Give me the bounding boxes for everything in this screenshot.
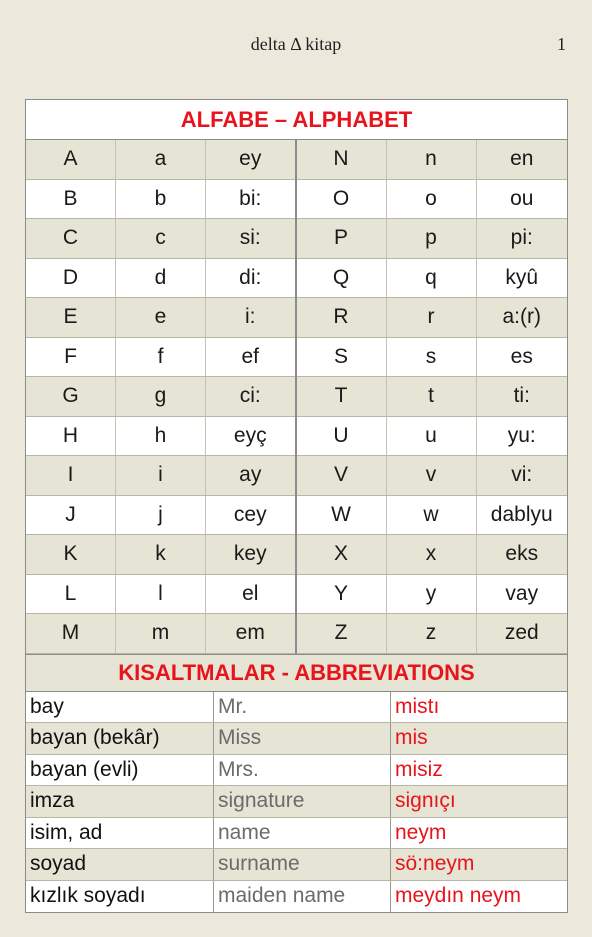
english-term: Mr.	[214, 692, 391, 723]
alphabet-row	[297, 219, 568, 259]
letter-pronunciation: di:	[239, 265, 262, 289]
alphabet-row	[26, 417, 295, 457]
abbreviation-row	[26, 755, 567, 787]
english-pronunciation: mis	[395, 726, 428, 750]
uppercase-letter: E	[26, 298, 116, 337]
lowercase-letter: p	[387, 219, 477, 258]
uppercase-letter: D	[26, 259, 116, 298]
alphabet-row	[297, 140, 568, 180]
abbreviation-row	[26, 692, 567, 724]
uppercase-letter: K	[26, 535, 116, 574]
english-term: signature	[214, 786, 391, 817]
lowercase-letter: u	[387, 417, 477, 456]
abbreviations-table	[26, 692, 567, 913]
uppercase-letter: N	[297, 140, 387, 179]
turkish-term: bay	[26, 692, 214, 723]
lowercase-letter: y	[387, 575, 477, 614]
alphabet-row	[26, 259, 295, 299]
alphabet-row	[26, 377, 295, 417]
letter-pronunciation: zed	[504, 621, 539, 645]
letter-pronunciation: vay	[505, 581, 539, 605]
alphabet-row	[297, 535, 568, 575]
lowercase-letter: l	[116, 575, 206, 614]
alphabet-row	[26, 298, 295, 338]
uppercase-letter: Y	[297, 575, 387, 614]
turkish-term: bayan (evli)	[26, 755, 214, 786]
abbreviation-row	[26, 786, 567, 818]
uppercase-letter: L	[26, 575, 116, 614]
letter-pronunciation: yu:	[507, 423, 536, 447]
letter-pronunciation: i:	[245, 305, 256, 329]
english-pronunciation: meydın neym	[395, 884, 522, 908]
uppercase-letter: U	[297, 417, 387, 456]
english-term: Mrs.	[214, 755, 391, 786]
letter-pronunciation: el	[242, 581, 259, 605]
letter-pronunciation: eyç	[233, 423, 267, 447]
letter-pronunciation: ci:	[239, 384, 261, 408]
alphabet-row	[297, 377, 568, 417]
english-term: maiden name	[214, 881, 391, 913]
lowercase-letter: o	[387, 180, 477, 219]
alphabet-row	[297, 417, 568, 457]
lowercase-letter: m	[116, 614, 206, 653]
letter-pronunciation: key	[233, 542, 267, 566]
alphabet-row	[26, 140, 295, 180]
uppercase-letter: O	[297, 180, 387, 219]
alphabet-row	[26, 338, 295, 378]
letter-pronunciation: ay	[239, 463, 262, 487]
uppercase-letter: C	[26, 219, 116, 258]
alphabet-row	[26, 180, 295, 220]
lowercase-letter: t	[387, 377, 477, 416]
uppercase-letter: Z	[297, 614, 387, 653]
lowercase-letter: e	[116, 298, 206, 337]
abbreviation-row	[26, 723, 567, 755]
lowercase-letter: j	[116, 496, 206, 535]
turkish-term: kızlık soyadı	[26, 881, 214, 913]
letter-pronunciation: ti:	[513, 384, 530, 408]
lowercase-letter: g	[116, 377, 206, 416]
english-pronunciation: signıçı	[395, 789, 456, 813]
alphabet-row	[26, 535, 295, 575]
letter-pronunciation: cey	[233, 502, 267, 526]
uppercase-letter: M	[26, 614, 116, 653]
alphabet-row	[297, 338, 568, 378]
alphabet-panel	[25, 99, 568, 913]
english-term: name	[214, 818, 391, 849]
lowercase-letter: q	[387, 259, 477, 298]
alphabet-row	[26, 219, 295, 259]
abbreviation-row	[26, 881, 567, 913]
letter-pronunciation: ou	[510, 186, 534, 210]
uppercase-letter: A	[26, 140, 116, 179]
abbreviations-header	[26, 654, 567, 692]
letter-pronunciation: em	[235, 621, 265, 645]
uppercase-letter: W	[297, 496, 387, 535]
letter-pronunciation: ey	[239, 147, 262, 171]
page-number: 1	[557, 34, 566, 54]
uppercase-letter: F	[26, 338, 116, 377]
alphabet-row	[26, 456, 295, 496]
alphabet-row	[297, 259, 568, 299]
book-title: delta Δ kitap	[250, 34, 342, 54]
turkish-term: imza	[26, 786, 214, 817]
lowercase-letter: h	[116, 417, 206, 456]
letter-pronunciation: si:	[239, 226, 261, 250]
uppercase-letter: R	[297, 298, 387, 337]
lowercase-letter: i	[116, 456, 206, 495]
letter-pronunciation: es	[510, 344, 533, 368]
turkish-term: bayan (bekâr)	[26, 723, 214, 754]
lowercase-letter: r	[387, 298, 477, 337]
alphabet-column-left	[26, 140, 297, 654]
uppercase-letter: J	[26, 496, 116, 535]
alphabet-row	[297, 298, 568, 338]
english-pronunciation: misiz	[395, 757, 443, 781]
page-header	[0, 34, 592, 60]
uppercase-letter: X	[297, 535, 387, 574]
letter-pronunciation: ef	[241, 344, 259, 368]
english-pronunciation: neym	[395, 820, 447, 844]
english-pronunciation: mistı	[395, 694, 440, 718]
uppercase-letter: S	[297, 338, 387, 377]
abbreviation-row	[26, 849, 567, 881]
letter-pronunciation: pi:	[510, 226, 533, 250]
lowercase-letter: b	[116, 180, 206, 219]
alphabet-title: ALFABE – ALPHABET	[26, 100, 567, 140]
letter-pronunciation: vi:	[511, 463, 533, 487]
turkish-term: soyad	[26, 849, 214, 880]
english-term: surname	[214, 849, 391, 880]
uppercase-letter: P	[297, 219, 387, 258]
lowercase-letter: v	[387, 456, 477, 495]
letter-pronunciation: en	[510, 147, 534, 171]
alphabet-row	[297, 496, 568, 536]
abbreviations-title: KISALTMALAR - ABBREVIATIONS	[118, 659, 475, 685]
letter-pronunciation: kyû	[505, 265, 539, 289]
alphabet-row	[297, 614, 568, 654]
uppercase-letter: H	[26, 417, 116, 456]
lowercase-letter: c	[116, 219, 206, 258]
alphabet-column-right	[297, 140, 568, 654]
letter-pronunciation: a:(r)	[502, 305, 541, 329]
uppercase-letter: I	[26, 456, 116, 495]
alphabet-row	[297, 575, 568, 615]
turkish-term: isim, ad	[26, 818, 214, 849]
lowercase-letter: z	[387, 614, 477, 653]
alphabet-row	[297, 180, 568, 220]
english-term: Miss	[214, 723, 391, 754]
uppercase-letter: Q	[297, 259, 387, 298]
uppercase-letter: G	[26, 377, 116, 416]
lowercase-letter: s	[387, 338, 477, 377]
alphabet-table	[26, 140, 567, 654]
uppercase-letter: T	[297, 377, 387, 416]
lowercase-letter: d	[116, 259, 206, 298]
lowercase-letter: n	[387, 140, 477, 179]
alphabet-row	[297, 456, 568, 496]
letter-pronunciation: eks	[505, 542, 539, 566]
alphabet-row	[26, 575, 295, 615]
letter-pronunciation: dablyu	[490, 502, 553, 526]
lowercase-letter: x	[387, 535, 477, 574]
letter-pronunciation: bi:	[239, 186, 262, 210]
lowercase-letter: f	[116, 338, 206, 377]
english-pronunciation: sö:neym	[395, 852, 475, 876]
lowercase-letter: a	[116, 140, 206, 179]
uppercase-letter: B	[26, 180, 116, 219]
alphabet-row	[26, 614, 295, 654]
abbreviation-row	[26, 818, 567, 850]
uppercase-letter: V	[297, 456, 387, 495]
alphabet-row	[26, 496, 295, 536]
lowercase-letter: w	[387, 496, 477, 535]
lowercase-letter: k	[116, 535, 206, 574]
